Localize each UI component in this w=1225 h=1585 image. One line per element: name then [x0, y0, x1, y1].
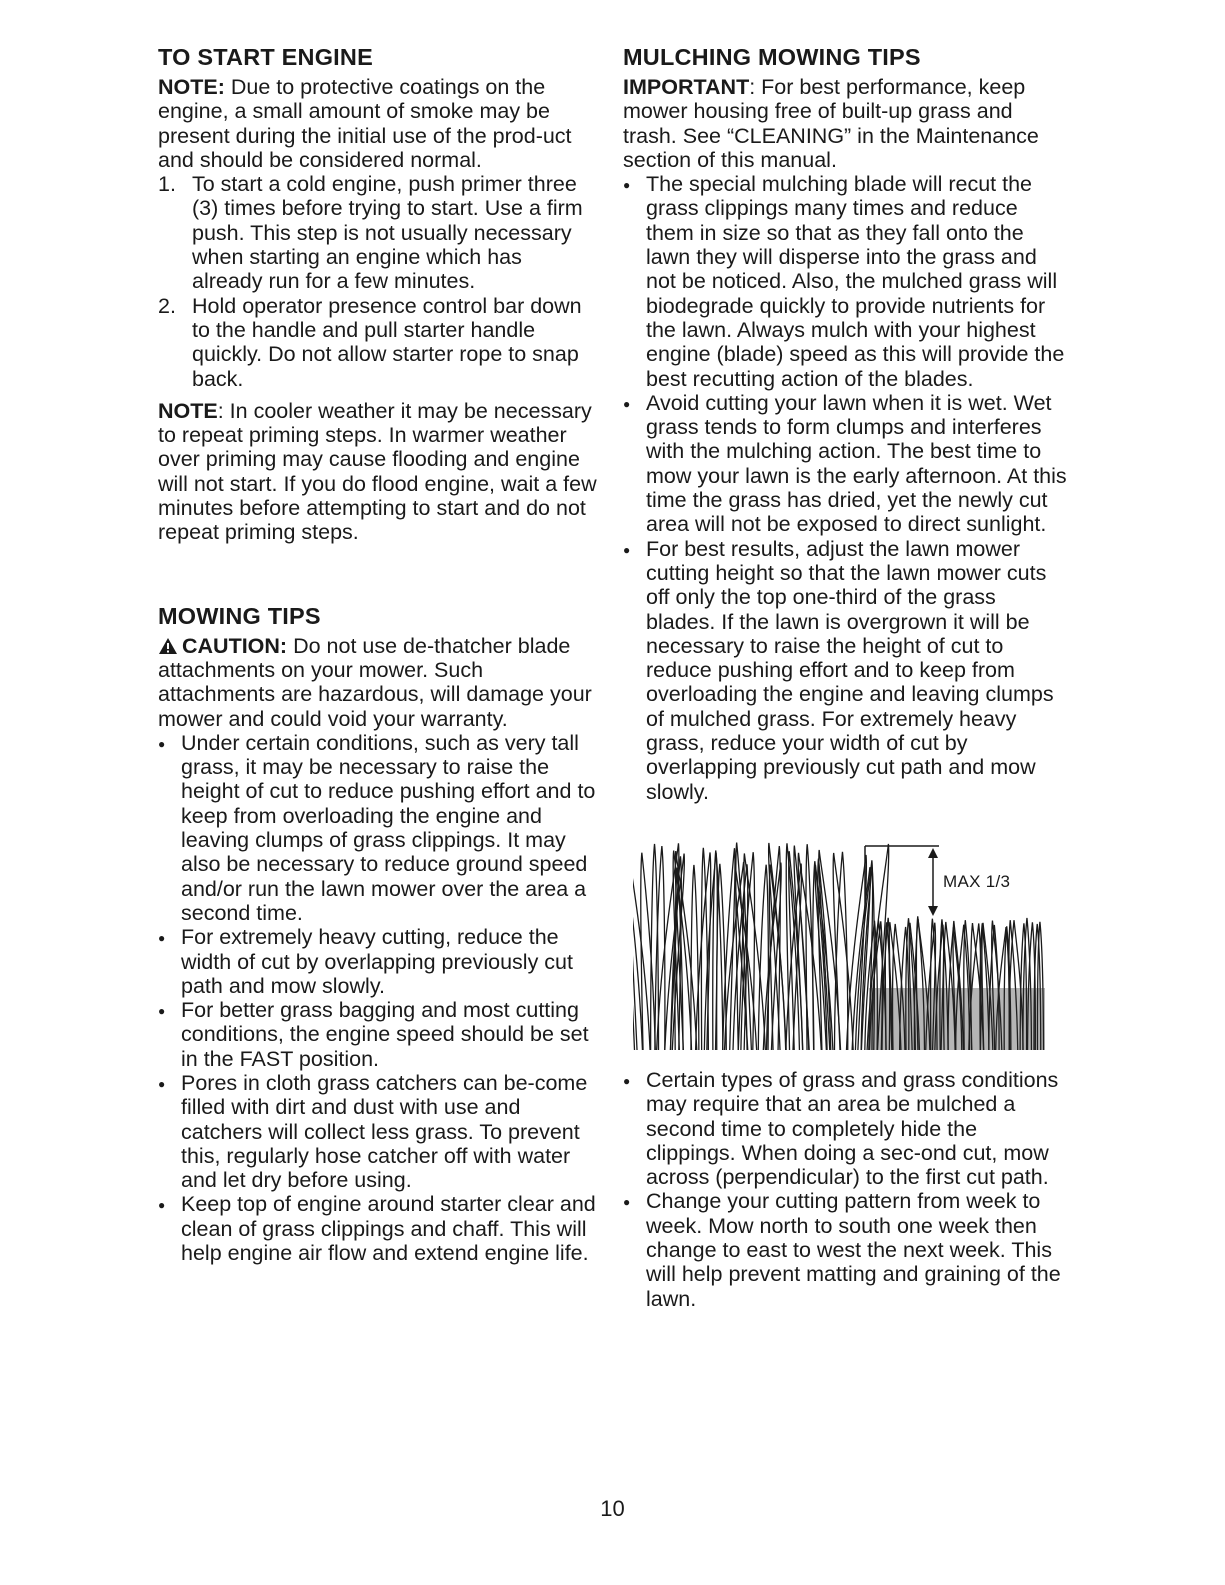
list-item	[623, 537, 1068, 804]
right-column	[623, 44, 1068, 1311]
caution-label: CAUTION:	[182, 633, 288, 658]
page-number: 10	[600, 1496, 625, 1521]
bullet-text: For better grass bagging and most cutting conditions, the engine speed should be set in the FAST position.	[181, 998, 589, 1071]
start-engine-title: TO START ENGINE	[158, 44, 373, 70]
important-label: IMPORTANT	[623, 75, 750, 99]
list-item	[158, 1192, 598, 1265]
important-paragraph	[623, 75, 1068, 172]
max-cut-label: MAX 1/3	[943, 871, 1011, 891]
double-arrow-icon	[865, 846, 939, 916]
mulching-tips-list-bottom	[623, 1068, 1068, 1311]
list-item	[158, 1071, 598, 1192]
list-item	[158, 294, 598, 391]
list-item	[623, 1068, 1068, 1189]
list-item	[158, 731, 598, 925]
caution-paragraph	[158, 634, 598, 731]
list-item	[623, 1189, 1068, 1310]
caution-text: Do not use de-thatcher blade attachments on your mower. Such attachments are hazardous, will damage your mower and could void your warranty.	[158, 633, 592, 731]
step-number: 2.	[158, 293, 176, 318]
start-steps-list	[158, 172, 598, 391]
bullet-text: Pores in cloth grass catchers can be-come filled with dirt and dust with use and catchers will collect less grass. To prevent this, regularly hose catcher off with water and let dry before using.	[181, 1070, 588, 1193]
mowing-tips-section	[158, 603, 598, 1266]
bullet-dot-icon: ●	[623, 396, 631, 411]
mulching-tips-list-top	[623, 172, 1068, 804]
bullet-text: Certain types of grass and grass conditions may require that an area be mulched a second time to completely hide the clippings. When doing a sec-ond cut, mow across (perpendicular) to the first cut path.	[646, 1067, 1059, 1190]
bullet-text: Keep top of engine around starter clear and clean of grass clippings and chaff. This will help engine air flow and extend engine life.	[181, 1192, 596, 1266]
bullet-text: Avoid cutting your lawn when it is wet. Wet grass tends to form clumps and interferes with the mulching action. The best time to mow your lawn is the early afternoon. At this time the grass has dried, yet the newly cut area will not be exposed to direct sunlight.	[646, 390, 1067, 537]
list-item	[623, 172, 1068, 391]
bullet-dot-icon: ●	[623, 178, 631, 193]
mulching-title: MULCHING MOWING TIPS	[623, 44, 921, 70]
start-engine-section	[158, 44, 598, 545]
start-engine-note	[158, 75, 598, 172]
note-label: NOTE	[158, 398, 218, 423]
step-text: Hold operator presence control bar down to the handle and pull starter handle quickly. Do not allow starter rope to snap back.	[192, 293, 582, 391]
list-item	[623, 391, 1068, 537]
grass-cutting-diagram	[633, 838, 1045, 1050]
bullet-dot-icon: ●	[158, 931, 166, 946]
note-text: Due to protective coatings on the engine, a small amount of smoke may be present during the initial use of the prod-uct and should be considered normal.	[158, 75, 572, 172]
bullet-dot-icon: ●	[158, 1076, 166, 1091]
cut-grass-shading	[869, 988, 1045, 1050]
bullet-text: Change your cutting pattern from week to week. Mow north to south one week then change to east to west the next week. This will help prevent matting and graining of the lawn.	[646, 1189, 1061, 1311]
note-text: : In cooler weather it may be necessary to repeat priming steps. In warmer weather over priming may cause flooding and engine will not start. If you do flood engine, wait a few minutes before attempting to start and do not repeat priming steps.	[158, 398, 597, 545]
important-text: : For best performance, keep mower housing free of built-up grass and trash. See “CLEANING” in the Maintenance section of this manual.	[623, 75, 1039, 172]
left-column	[158, 44, 598, 1265]
list-item	[158, 172, 598, 293]
list-item	[158, 998, 598, 1071]
warning-triangle-icon	[158, 637, 178, 655]
step-number: 1.	[158, 172, 176, 197]
bullet-text: For extremely heavy cutting, reduce the width of cut by overlapping previously cut path and mow slowly.	[181, 925, 573, 998]
list-item	[158, 925, 598, 998]
cool-weather-note	[158, 399, 598, 545]
bullet-dot-icon: ●	[623, 1073, 631, 1088]
bullet-dot-icon: ●	[158, 1004, 166, 1019]
note-label: NOTE:	[158, 75, 225, 99]
section-spacer	[158, 545, 598, 603]
grass-blade-tall	[833, 853, 853, 1050]
mulching-section	[623, 44, 1068, 1311]
bullet-dot-icon: ●	[623, 542, 631, 557]
bullet-dot-icon: ●	[158, 736, 166, 751]
mowing-tips-list	[158, 731, 598, 1266]
bullet-text: Under certain conditions, such as very tall grass, it may be necessary to raise the height of cut to reduce pushing effort and to keep from overloading the engine and leaving clumps of grass clippings. It may also be necessary to reduce ground speed and/or run the lawn mower over the area a second time.	[181, 730, 596, 925]
bullet-text: For best results, adjust the lawn mower cutting height so that the lawn mower cuts off only the top one-third of the grass blades. If the lawn is overgrown it will be necessary to raise the height of cut to reduce pushing effort and to keep from overloading the engine and leaving clumps of mulched grass. For extremely heavy grass, reduce your width of cut by overlapping previously cut path and mow slowly.	[646, 536, 1054, 804]
bullet-text: The special mulching blade will recut the grass clippings many times and reduce them in size so that as they fall onto the lawn they will disperse into the grass and not be noticed. Also, the mulched grass will biodegrade quickly to provide nutrients for the lawn. Always mulch with your highest engine (blade) speed as this will provide the best recutting action of the blades.	[646, 172, 1065, 391]
caution-label-wrap	[158, 634, 287, 658]
step-text: To start a cold engine, push primer three (3) times before trying to start. Use a firm push. This step is not usually necessary when starting an engine which has already run for a few minutes.	[192, 172, 583, 294]
bullet-dot-icon: ●	[158, 1198, 166, 1213]
mowing-tips-title: MOWING TIPS	[158, 602, 321, 629]
bullet-dot-icon: ●	[623, 1195, 631, 1210]
